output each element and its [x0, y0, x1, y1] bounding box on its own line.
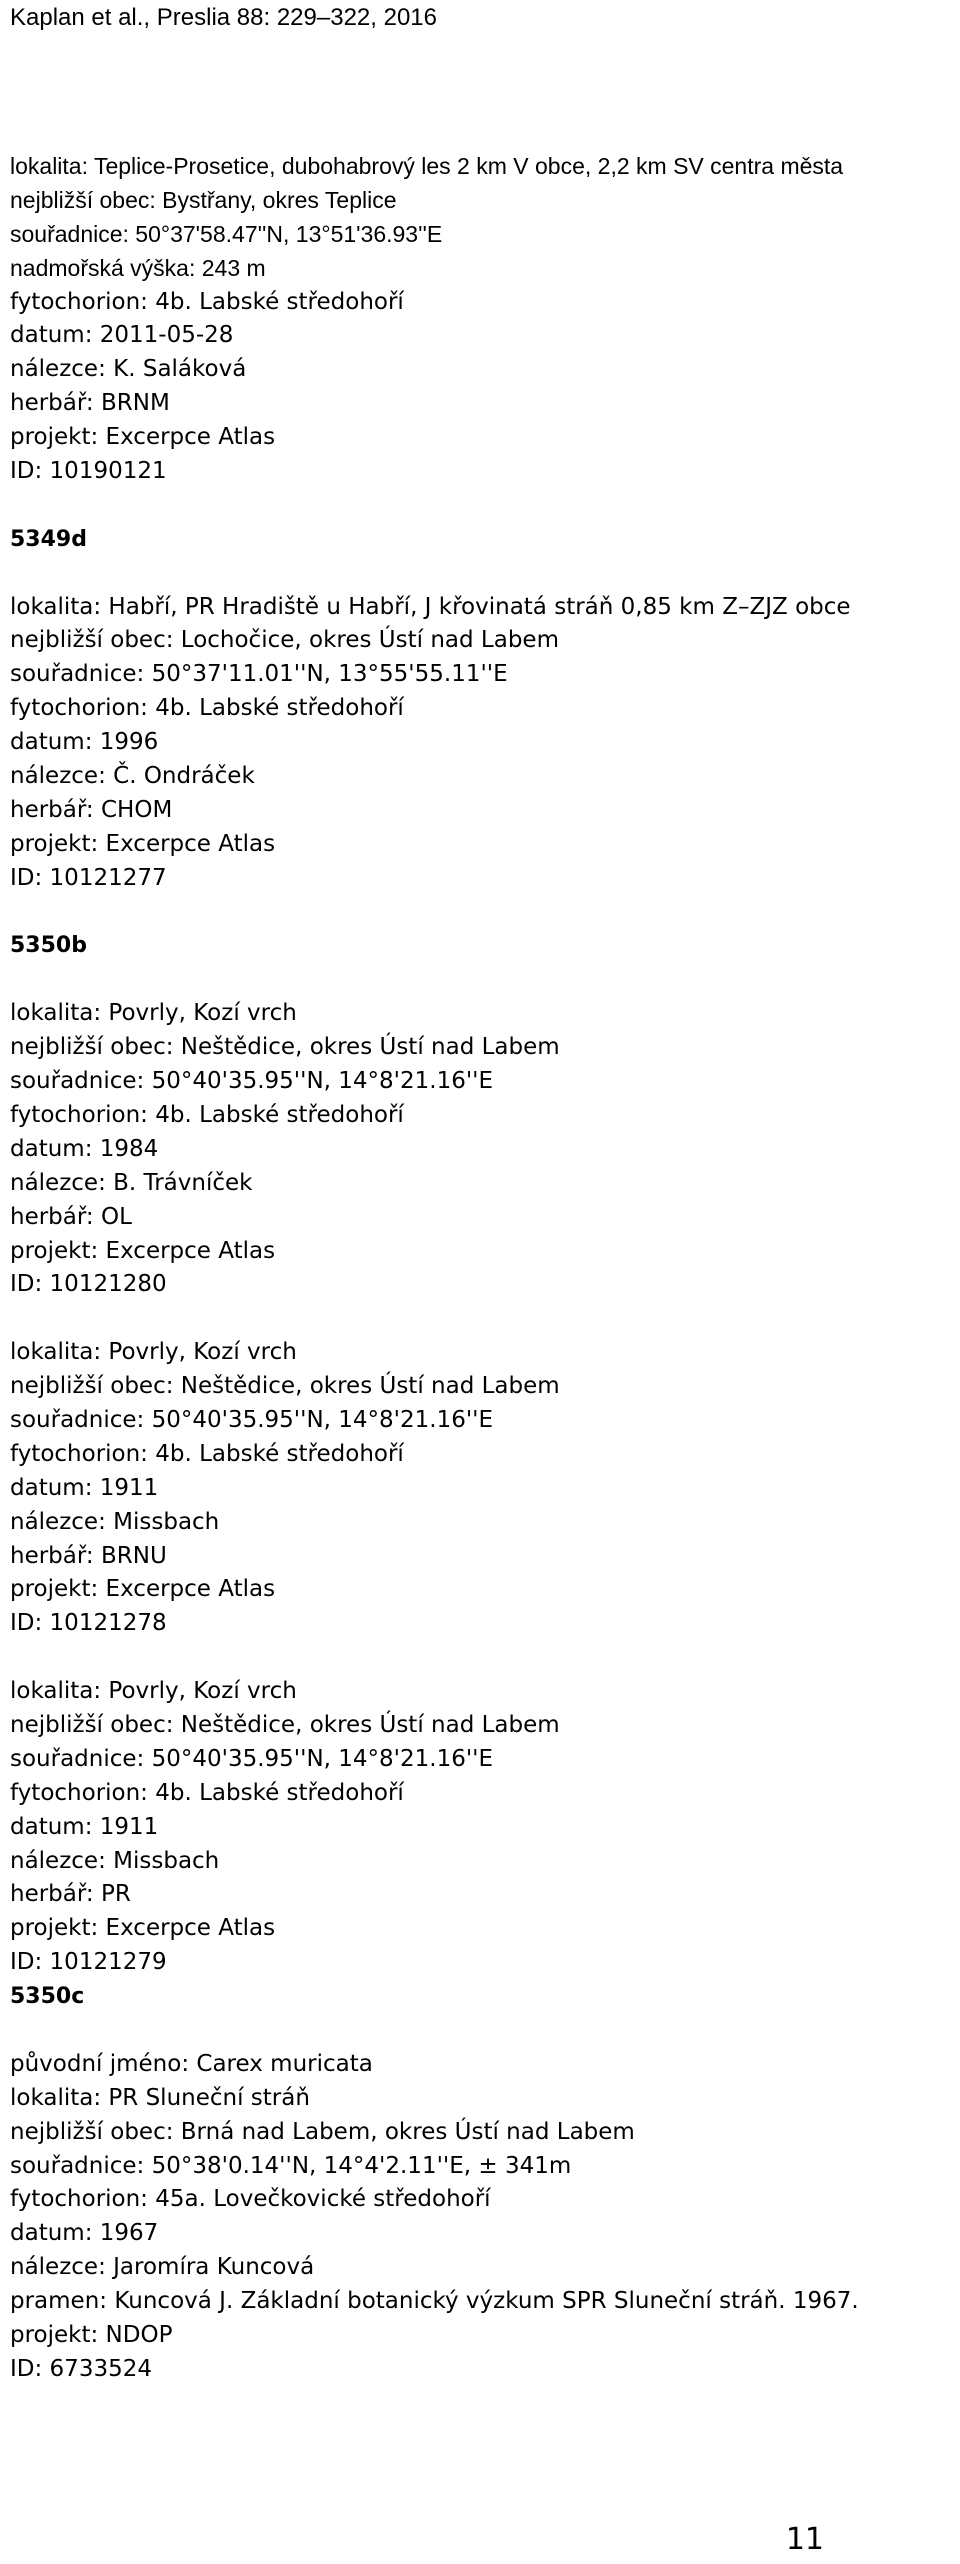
record-line: fytochorion: 4b. Labské středohoří	[10, 1101, 404, 1128]
record-line: fytochorion: 4b. Labské středohoří	[10, 1779, 404, 1806]
record-line: nálezce: B. Trávníček	[10, 1169, 253, 1196]
record-line: pramen: Kuncová J. Základní botanický výzkum SPR Sluneční stráň. 1967.	[10, 2288, 859, 2315]
record-line: datum: 1911	[10, 1474, 159, 1501]
record-line: nejbližší obec: Brná nad Labem, okres Ústí nad Labem	[10, 2118, 635, 2145]
document-body	[10, 150, 955, 2387]
record-line: fytochorion: 4b. Labské středohoří	[10, 695, 404, 722]
record-10190121	[10, 150, 955, 489]
record-line: nálezce: K. Saláková	[10, 356, 247, 383]
section-heading-5350b: 5350b	[10, 933, 87, 959]
record-line: souřadnice: 50°40'35.95''N, 14°8'21.16''E	[10, 1745, 494, 1772]
record-line: souřadnice: 50°40'35.95''N, 14°8'21.16''E	[10, 1406, 494, 1433]
record-line: lokalita: Habří, PR Hradiště u Habří, J křovinatá stráň 0,85 km Z–ZJZ obce	[10, 593, 851, 620]
record-line: souřadnice: 50°40'35.95''N, 14°8'21.16''E	[10, 1068, 494, 1095]
record-line: lokalita: Povrly, Kozí vrch	[10, 1000, 297, 1027]
record-line: lokalita: PR Sluneční stráň	[10, 2084, 310, 2111]
record-line: herbář: BRNM	[10, 390, 170, 417]
record-line: lokalita: Povrly, Kozí vrch	[10, 1339, 297, 1366]
record-line: projekt: Excerpce Atlas	[10, 1576, 276, 1603]
record-line: projekt: Excerpce Atlas	[10, 1915, 276, 1942]
record-line: projekt: Excerpce Atlas	[10, 830, 276, 857]
record-line: souřadnice: 50°37'11.01''N, 13°55'55.11''E	[10, 661, 508, 688]
record-line: projekt: Excerpce Atlas	[10, 1237, 276, 1264]
record-line: lokalita: Povrly, Kozí vrch	[10, 1678, 297, 1705]
record-line: nálezce: Missbach	[10, 1508, 220, 1535]
record-line: fytochorion: 4b. Labské středohoří	[10, 1440, 404, 1467]
record-line: ID: 10121279	[10, 1949, 167, 1976]
record-10121278	[10, 1336, 955, 1641]
record-10121280	[10, 997, 955, 1302]
record-line: datum: 1984	[10, 1135, 159, 1162]
record-line: původní jméno: Carex muricata	[10, 2050, 373, 2077]
record-line: nejbližší obec: Neštědice, okres Ústí nad Labem	[10, 1034, 560, 1061]
record-line: nálezce: Jaromíra Kuncová	[10, 2254, 315, 2281]
record-line: ID: 10121277	[10, 864, 167, 891]
record-line: herbář: CHOM	[10, 796, 173, 823]
record-line: herbář: PR	[10, 1881, 131, 1908]
record-line: ID: 10121278	[10, 1610, 167, 1637]
record-line: ID: 10121280	[10, 1271, 167, 1298]
record-line: lokalita: Teplice-Prosetice, dubohabrový les 2 km V obce, 2,2 km SV centra města	[10, 153, 844, 179]
record-line: ID: 10190121	[10, 458, 167, 485]
record-line: nejbližší obec: Lochočice, okres Ústí nad Labem	[10, 627, 559, 654]
record-line: datum: 2011-05-28	[10, 322, 234, 349]
record-line: datum: 1996	[10, 729, 159, 756]
record-line: nejbližší obec: Neštědice, okres Ústí nad Labem	[10, 1373, 560, 1400]
record-line: projekt: Excerpce Atlas	[10, 424, 276, 451]
record-line: herbář: OL	[10, 1203, 132, 1230]
section-heading-5350c: 5350c	[10, 1984, 85, 2010]
record-line: datum: 1911	[10, 1813, 159, 1840]
page-number: 11	[785, 2522, 824, 2557]
record-line: nadmořská výška: 243 m	[10, 254, 266, 281]
record-line: fytochorion: 45a. Lovečkovické středohoří	[10, 2186, 491, 2213]
record-6733524	[10, 2048, 955, 2387]
section-heading-5349d: 5349d	[10, 526, 87, 552]
record-10121277	[10, 591, 955, 896]
record-line: projekt: NDOP	[10, 2322, 173, 2348]
record-line: souřadnice: 50°37'58.47''N, 13°51'36.93''E	[10, 220, 443, 247]
running-header: Kaplan et al., Preslia 88: 229–322, 2016	[10, 4, 437, 31]
record-line: datum: 1967	[10, 2220, 159, 2247]
record-line: nejbližší obec: Bystřany, okres Teplice	[10, 186, 397, 213]
record-line: souřadnice: 50°38'0.14''N, 14°4'2.11''E, ± 341m	[10, 2152, 572, 2179]
record-line: fytochorion: 4b. Labské středohoří	[10, 288, 404, 315]
record-line: herbář: BRNU	[10, 1542, 167, 1569]
record-line: nálezce: Č. Ondráček	[10, 763, 255, 790]
record-line: nálezce: Missbach	[10, 1847, 220, 1874]
record-10121279	[10, 1675, 955, 1980]
record-line: ID: 6733524	[10, 2355, 152, 2382]
record-line: nejbližší obec: Neštědice, okres Ústí nad Labem	[10, 1711, 560, 1738]
